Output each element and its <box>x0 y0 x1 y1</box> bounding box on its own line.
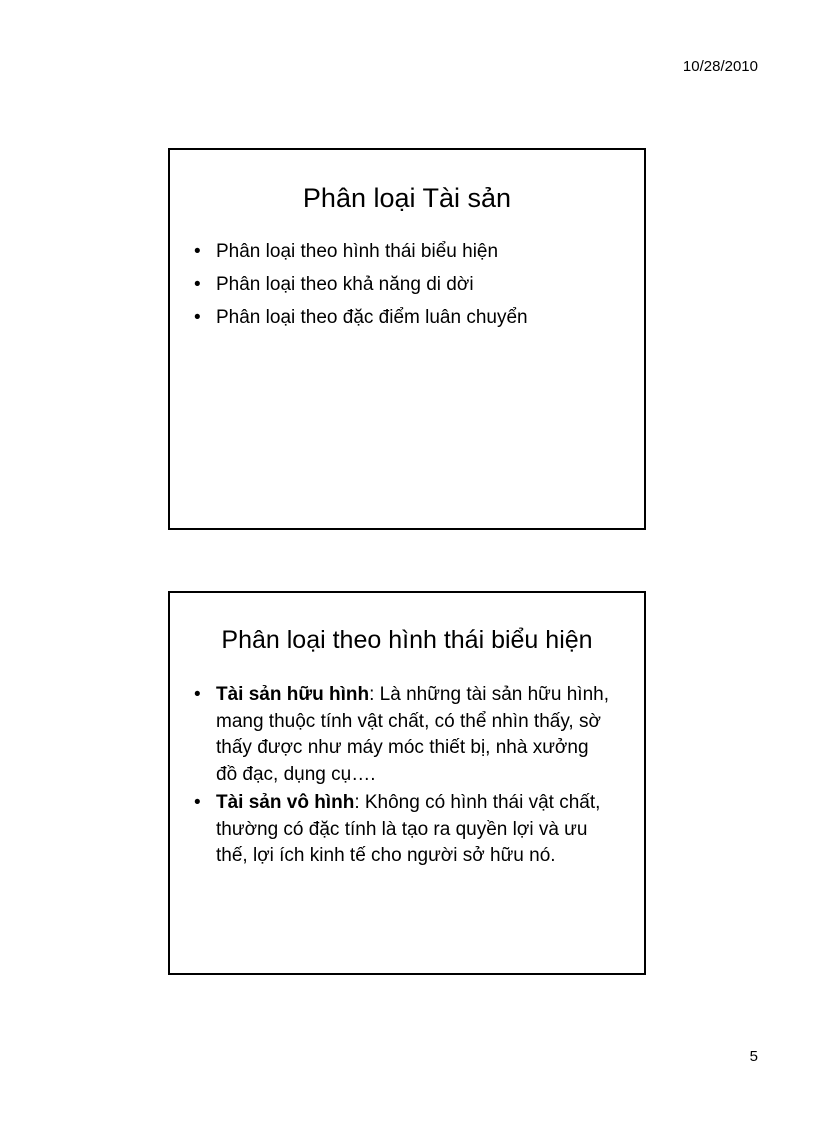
bullet-text: Phân loại theo khả năng di dời <box>216 274 474 295</box>
bullet-item <box>194 240 644 264</box>
slide-title: Phân loại theo hình thái biểu hiện <box>221 626 593 654</box>
bullet-list <box>170 240 644 330</box>
bullet-dot: • <box>194 274 201 295</box>
bullet-term: Tài sản hữu hình <box>216 684 370 705</box>
bullet-item <box>194 306 644 330</box>
page-number: 5 <box>749 1048 758 1065</box>
slide-title: Phân loại Tài sản <box>302 183 512 213</box>
page-date: 10/28/2010 <box>682 58 758 75</box>
bullet-text: Phân loại theo hình thái biểu hiện <box>216 241 499 262</box>
bullet-dot: • <box>194 307 201 328</box>
bullet-dot: • <box>194 792 201 813</box>
bullet-term: Tài sản vô hình <box>216 792 355 813</box>
bullet-item <box>194 273 644 297</box>
bullet-text: Phân loại theo đặc điểm luân chuyển <box>216 307 528 328</box>
bullet-dot: • <box>194 241 201 262</box>
bullet-item <box>194 682 614 788</box>
bullet-text: : Không có hình thái vật chất, thường có đặc tính là tạo ra quyền lợi và ưu thế, lợi ích kinh tế cho người sở hữu nó. <box>216 792 601 866</box>
bullet-item <box>194 790 614 870</box>
bullet-text: : Là những tài sản hữu hình, mang thuộc tính vật chất, có thể nhìn thấy, sờ thấy được như máy móc thiết bị, nhà xưởng đồ đạc, dụng cụ…. <box>216 684 609 785</box>
bullet-list <box>170 682 644 870</box>
bullet-dot: • <box>194 684 201 705</box>
slide-asset-classification <box>168 148 646 530</box>
slide-form-classification <box>168 591 646 975</box>
